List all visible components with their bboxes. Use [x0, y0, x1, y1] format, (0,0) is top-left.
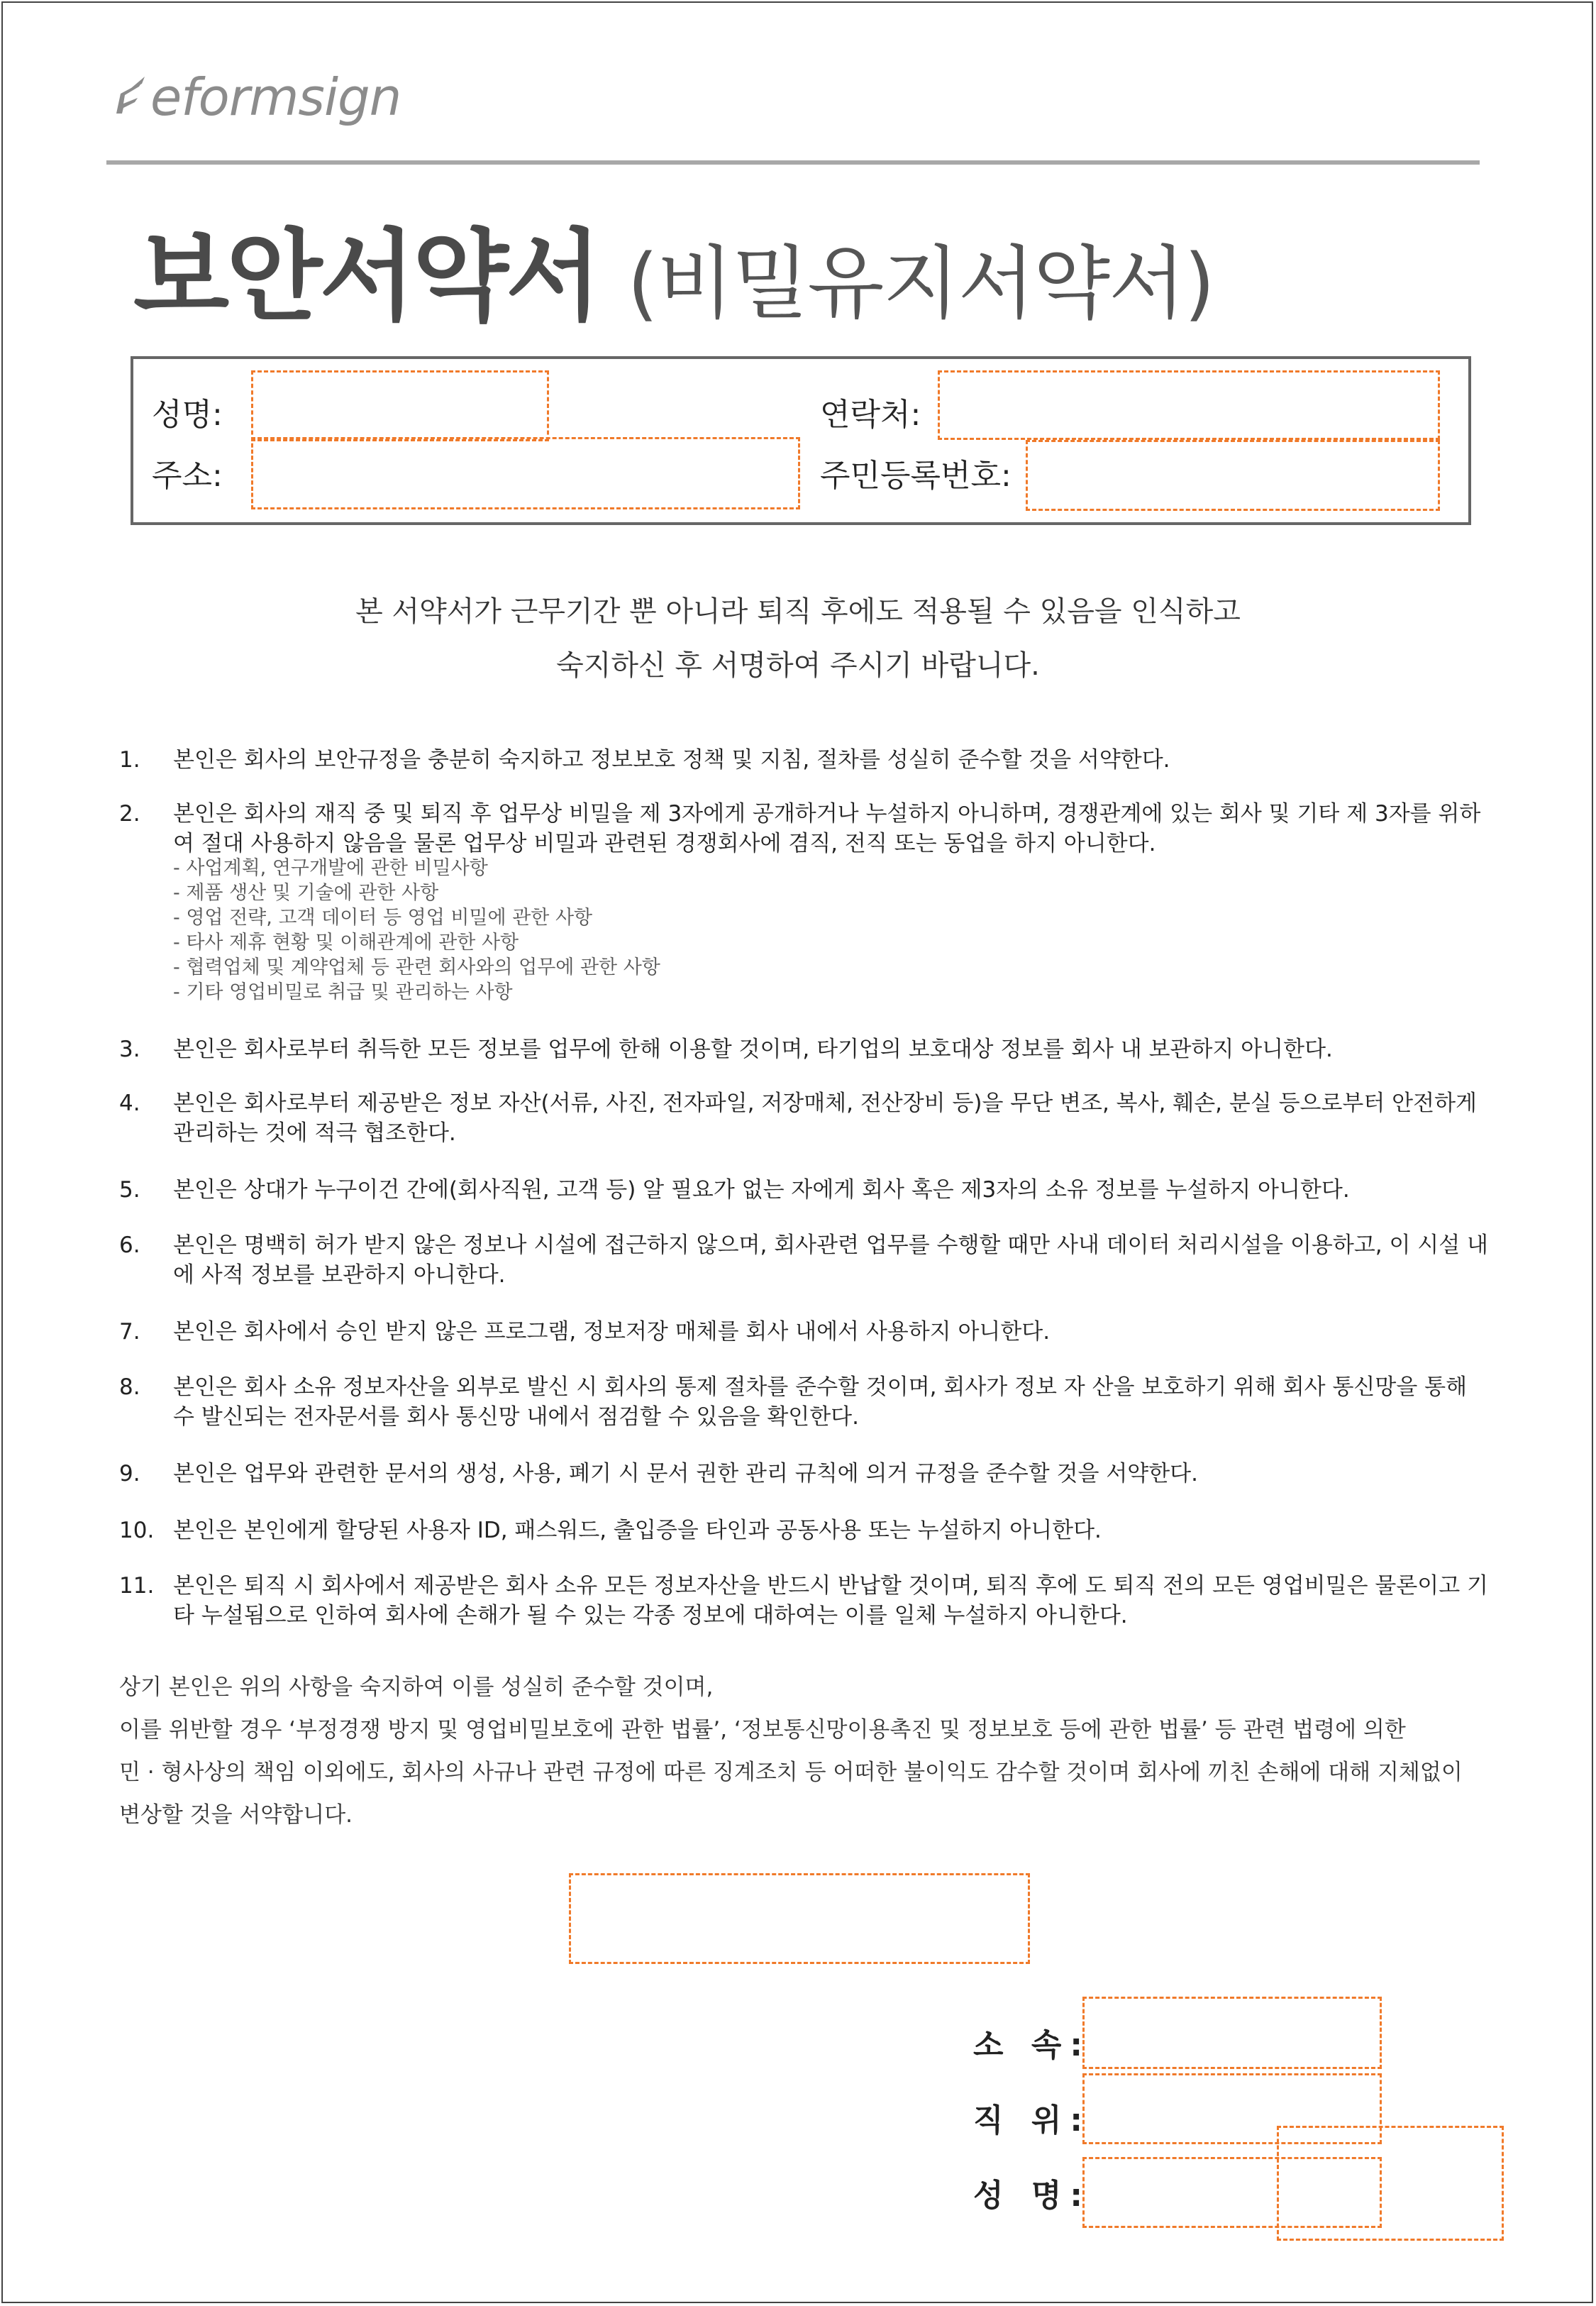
clause-number: 6. — [119, 1232, 140, 1258]
clause-text: 본인은 회사로부터 제공받은 정보 자산(서류, 사진, 전자파일, 저장매체, 전산장비 등)을 무단 변조, 복사, 훼손, 분실 등으로부터 안전하게 관리하는 것에 적극 협조한다. — [173, 1091, 1477, 1146]
clause-text: 본인은 본인에게 할당된 사용자 ID, 패스워드, 출입증을 타인과 공동사용 또는 누설하지 아니한다. — [173, 1518, 1102, 1543]
affiliation-label: 소 속: — [973, 2027, 1091, 2063]
sub-item: - 제품 생산 및 기술에 관한 사항 — [173, 882, 439, 904]
closing-line-2: 이를 위반할 경우 ‘부정경쟁 방지 및 영업비밀보호에 관한 법률’, ‘정보통신망이용촉진 및 정보보호 등에 관한 법률’ 등 관련 법령에 의한 — [119, 1717, 1406, 1743]
resident-id-field[interactable] — [1026, 440, 1440, 511]
clause-number: 1. — [119, 747, 140, 773]
closing-line-4: 변상할 것을 서약합니다. — [119, 1802, 353, 1828]
closing-line-3: 민 · 형사상의 책임 이외에도, 회사의 사규나 관련 규정에 따른 징계조치 등 어떠한 불이익도 감수할 것이며 회사에 끼친 손해에 대해 지체없이 — [119, 1760, 1463, 1785]
position-label: 직 위: — [973, 2102, 1091, 2139]
clause-text: 본인은 회사 소유 정보자산을 외부로 발신 시 회사의 통제 절차를 준수할 것이며, 회사가 정보 자 산을 보호하기 위해 회사 통신망을 통해 수 발신되는 전자문서를 회사 통신망 내에서 점검할 수 있음을 확인한다. — [173, 1374, 1468, 1430]
closing-line-1: 상기 본인은 위의 사항을 숙지하여 이를 성실히 준수할 것이며, — [119, 1675, 714, 1700]
contact-field[interactable] — [938, 370, 1440, 440]
clause-text: 본인은 퇴직 시 회사에서 제공받은 회사 소유 모든 정보자산을 반드시 반납할 것이며, 퇴직 후에 도 퇴직 전의 모든 영업비밀은 물론이고 기타 누설됨으로 인하여 회사에 손해가 될 수 있는 각종 정보에 대하여는 이를 일체 누설하지 아니한다. — [173, 1573, 1488, 1628]
clause-number: 10. — [119, 1518, 155, 1543]
clause-text: 본인은 회사의 재직 중 및 퇴직 후 업무상 비밀을 제 3자에게 공개하거나 누설하지 아니하며, 경쟁관계에 있는 회사 및 기타 제 3자를 위하여 절대 사용하지 않음을 물론 업무상 비밀과 관련된 경쟁회사에 겸직, 전직 또는 동업을 하지 아니한다. — [173, 801, 1481, 856]
title-main: 보안서약서 — [133, 219, 599, 335]
clause-number: 3. — [119, 1037, 140, 1062]
logo-text: eformsign — [150, 67, 401, 127]
clause-text: 본인은 회사의 보안규정을 충분히 숙지하고 정보보호 정책 및 지침, 절차를 성실히 준수할 것을 서약한다. — [173, 747, 1170, 773]
clause-number: 5. — [119, 1177, 140, 1203]
signer-name-label: 성 명: — [973, 2178, 1091, 2214]
header-divider — [106, 160, 1480, 165]
eformsign-wing-icon — [113, 72, 148, 122]
notice-line-1: 본 서약서가 근무기간 뿐 아니라 퇴직 후에도 적용될 수 있음을 인식하고 — [355, 595, 1241, 628]
address-label: 주소: — [152, 458, 223, 494]
clause-text: 본인은 명백히 허가 받지 않은 정보나 시설에 접근하지 않으며, 회사관련 업무를 수행할 때만 사내 데이터 처리시설을 이용하고, 이 시설 내에 사적 정보를 보관하지 아니한다. — [173, 1232, 1488, 1288]
contact-label: 연락처: — [820, 397, 921, 433]
document-title — [133, 197, 1214, 335]
clause-number: 11. — [119, 1573, 155, 1599]
sub-item: - 영업 전략, 고객 데이터 등 영업 비밀에 관한 사항 — [173, 907, 593, 929]
affiliation-field[interactable] — [1082, 1997, 1382, 2069]
title-sub: (비밀유지서약서) — [627, 238, 1214, 330]
clause-text: 본인은 회사로부터 취득한 모든 정보를 업무에 한해 이용할 것이며, 타기업의 보호대상 정보를 회사 내 보관하지 아니한다. — [173, 1037, 1333, 1062]
clause-number: 7. — [119, 1319, 140, 1345]
clause-text: 본인은 상대가 누구이건 간에(회사직원, 고객 등) 알 필요가 없는 자에게 회사 혹은 제3자의 소유 정보를 누설하지 아니한다. — [173, 1177, 1350, 1203]
resident-id-label: 주민등록번호: — [820, 458, 1012, 494]
sub-item: - 사업계획, 연구개발에 관한 비밀사항 — [173, 857, 488, 879]
signature-field[interactable] — [1277, 2126, 1504, 2241]
name-label: 성명: — [152, 397, 223, 433]
sub-item: - 타사 제휴 현황 및 이해관계에 관한 사항 — [173, 932, 519, 954]
sub-item: - 기타 영업비밀로 취급 및 관리하는 사항 — [173, 981, 513, 1003]
address-field[interactable] — [251, 437, 800, 509]
clause-number: 4. — [119, 1091, 140, 1116]
clause-number: 8. — [119, 1374, 140, 1400]
notice-line-2: 숙지하신 후 서명하여 주시기 바랍니다. — [556, 649, 1040, 682]
eformsign-logo — [113, 58, 401, 136]
clause-text: 본인은 회사에서 승인 받지 않은 프로그램, 정보저장 매체를 회사 내에서 사용하지 아니한다. — [173, 1319, 1051, 1345]
clause-text: 본인은 업무와 관련한 문서의 생성, 사용, 폐기 시 문서 권한 관리 규칙에 의거 규정을 준수할 것을 서약한다. — [173, 1461, 1198, 1486]
name-field[interactable] — [251, 370, 549, 441]
clause-number: 2. — [119, 801, 140, 827]
date-field[interactable] — [569, 1873, 1030, 1964]
clause-2-sub-items — [173, 856, 660, 1005]
clause-number: 9. — [119, 1461, 140, 1486]
sub-item: - 협력업체 및 계약업체 등 관련 회사와의 업무에 관한 사항 — [173, 956, 660, 978]
